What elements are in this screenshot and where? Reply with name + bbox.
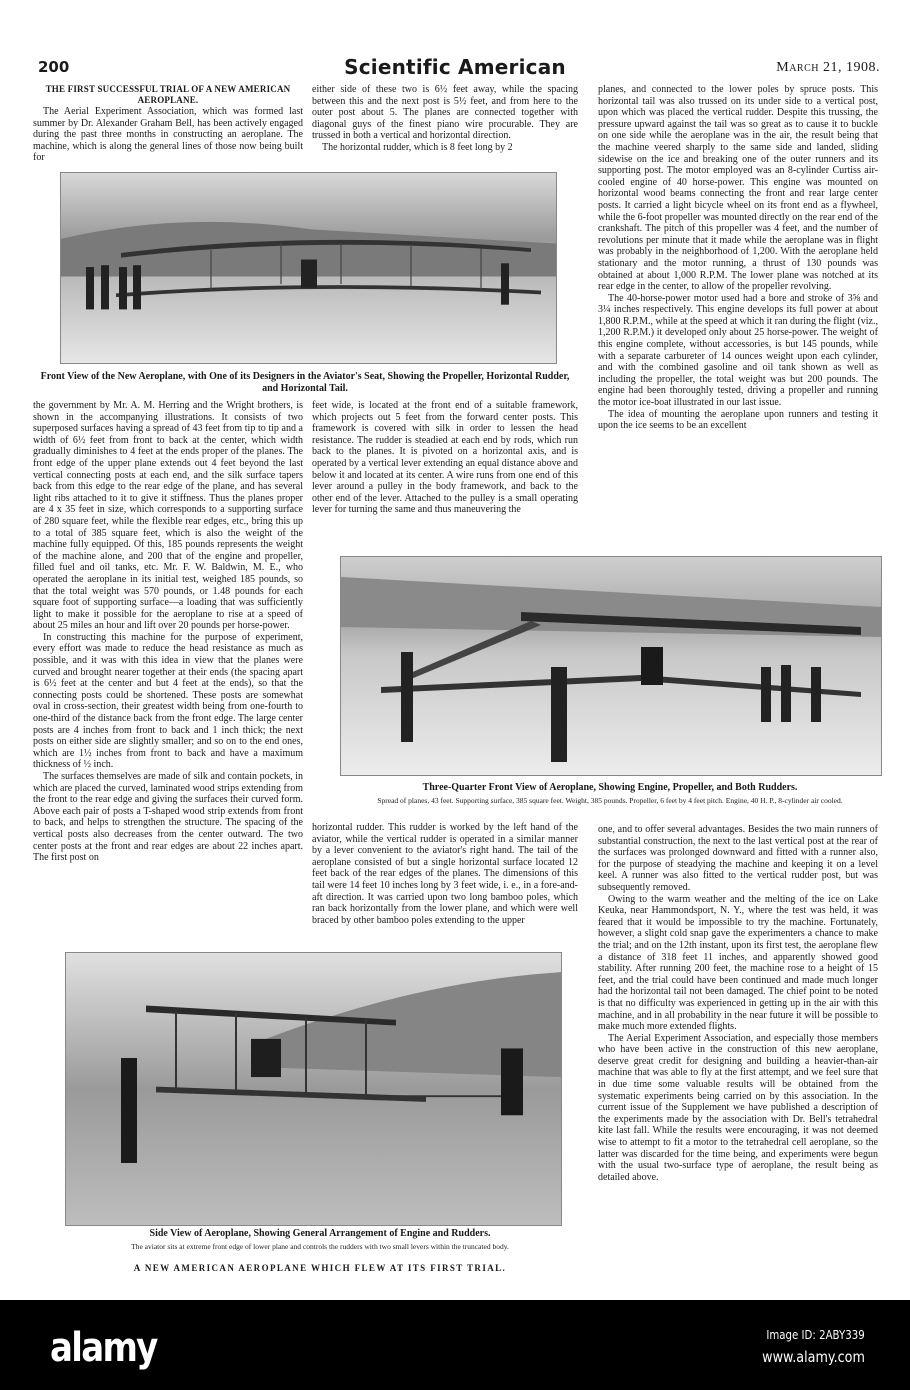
image-id: Image ID: 2ABY339: [766, 1328, 865, 1342]
caption-title: Front View of the New Aeroplane, with One of its Designers in the Aviator's Seat, Showing the Propeller, Horizontal Rudder, and Horizontal Tail.: [40, 371, 570, 394]
paragraph: horizontal rudder. This rudder is worked by the left hand of the aviator, while the vertical rudder is operated in a similar manner by a lever convenient to the aviator's right hand. The tail of the aeroplane consisted of but a single horizontal surface located 12 feet back of the rear edges of the planes. The dimensions of this tail were 14 feet 10 inches long by 3 feet wide, i. e., in a fore-and-aft direction. It was carried upon two long bamboo poles, which ran back horizontally from the lower plane, and which were well braced by other bamboo poles extending to the upper: [312, 822, 578, 926]
caption-front-view: [40, 371, 570, 395]
column-2-bottom: [312, 822, 578, 926]
column-3-top: [598, 84, 878, 432]
paragraph: feet wide, is located at the front end of a suitable framework, which projects out 5 feet from the forward center posts. This framework is covered with silk in order to lessen the head resistance. The rudder is steadied at each end by rods, which run back to the planes. It is pivoted on a horizontal axis, and is operated by a vertical lever extending an equal distance above and below it and located at its center. A wire runs from one end of this lever around a pulley in the body framework, and back to the other end of the lever. Attached to the pulley is a small operating lever for turning the same and thus maneuvering the: [312, 400, 578, 516]
column-1-top: [33, 84, 303, 164]
column-2-body: [312, 400, 578, 516]
website-link: www.alamy.com: [762, 1348, 865, 1366]
watermark-bar: [0, 1300, 910, 1390]
issue-date: March 21, 1908.: [776, 60, 880, 75]
paragraph: Owing to the warm weather and the melting of the ice on Lake Keuka, near Hammondsport, N. Y., where the test was held, it was feared that it would be impossible to try the machine. Fortunately, however, a slight cold snap gave the experimenters a chance to make the trial; and on the 12th instant, upon its first test, the aeroplane flew a distance of 318 feet 11 inches, and apparently showed good stability. After running 200 feet, the machine rose to a height of 15 feet, and the trial could have been continued and made much longer had the horizontal tail not been damaged. The chief point to be noted is that no difficulty was experienced in getting up in the air with this machine, and in all probability in the near future it will be possible to make much more extended flights.: [598, 893, 878, 1033]
column-3-bottom: [598, 824, 878, 1183]
caption-subtitle: Spread of planes, 43 feet. Supporting surface, 385 square feet. Weight, 385 pounds. Propeller, 6 feet by 4 feet pitch. Engine, 40 H. P., 8-cylinder air cooled.: [377, 796, 843, 805]
paragraph: planes, and connected to the lower poles by spruce posts. This horizontal tail was also trussed on its under side to a vertical post, upon which was placed the vertical rudder. Despite this trussing, the pressure upward against the tail was so great as to cause it to buckle on one side while the aeroplane was in the air, the result being that the machine veered sharply to the same side and landed, sliding sidewise on the ice and breaking one of the outer runners and its supporting post. The motor employed was an 8-cylinder Curtiss air-cooled engine of 40 horse-power. This engine was mounted on horizontal wood beams connecting the front and rear large center posts. It carried a light bicycle wheel on its front end as a flywheel, while the 6-foot propeller was mounted directly on the rear end of the crankshaft. The pitch of this propeller was 4 feet, and the number of revolutions per minute that it made while the aeroplane was in flight was probably in the neighborhood of 1,200. With the aeroplane held stationary and the motor running, a thrust of 130 pounds was obtained at about 1,000 R.P.M. The lower plane was notched at its rear edge in the center, to allow of the propeller revolving.: [598, 84, 878, 293]
publication-title: Scientific American: [344, 55, 566, 79]
alamy-logo: alamy: [50, 1325, 157, 1371]
column-2-top: [312, 84, 578, 154]
paragraph: one, and to offer several advantages. Besides the two main runners of substantial construction, the next to the last vertical post at the rear of the surfaces was prolonged downward and fitted with a runner also, for the purpose of steadying the machine and keeping it on a level keel. A runner was also fitted to the vertical rudder post, but was subsequently removed.: [598, 824, 878, 893]
caption-title: Side View of Aeroplane, Showing General Arrangement of Engine and Rudders.: [149, 1228, 491, 1239]
photo-side-view: [65, 952, 562, 1226]
photo-three-quarter-view: [340, 556, 882, 776]
paragraph: The Aerial Experiment Association, and especially those members who have been active in the construction of this new aeroplane, deserve great credit for designing and building a heavier-than-air machine that was able to fly at the first attempt, and we feel sure that in due time some valuable results will be obtained from the systematic experiments being carried on by this association. In the current issue of the Supplement we have published a description of the experiments made by the association with Dr. Bell's tetrahedral kite last fall. While the results were encouraging, it was not deemed wise to attempt to fit a motor to the tetrahedral cell aeroplane, so the latter was discarded for the time being, and experiments were begun with the usual two-surface type of aeroplane, the result being as detailed above.: [598, 1032, 878, 1183]
paragraph: The Aerial Experiment Association, which was formed last summer by Dr. Alexander Graham Bell, has been actively engaged during the past three months in constructing an aeroplane. The machine, which is along the general lines of those now being built for: [33, 106, 303, 164]
page-banner: A NEW AMERICAN AEROPLANE WHICH FLEW AT ITS FIRST TRIAL.: [133, 1263, 507, 1273]
paragraph: In constructing this machine for the purpose of experiment, every effort was made to reduce the head resistance as much as possible, and it was with this idea in view that the planes were curved and brought nearer together at their ends (the spacing apart is 6½ feet at the center and but 4 feet at the ends), so that the connecting posts could be shortened. These posts are somewhat oval in cross-section, their greatest width being from one-fourth to one-third of the distance back from the front edge. The large center posts are 4 inches from front to back and 1 inch thick; the next posts on either side are slightly smaller; and so on to the end ones, which are 1½ inches from front to back and have a maximum thickness of ½ inch.: [33, 631, 303, 771]
column-1-body: [33, 400, 303, 864]
caption-subtitle: The aviator sits at extreme front edge of lower plane and controls the rudders with two small levers within the truncated body.: [131, 1242, 509, 1251]
paragraph: the government by Mr. A. M. Herring and the Wright brothers, is shown in the accompanying illustrations. It consists of two superposed surfaces having a spread of 43 feet from tip to tip and a width of 6½ feet from front to back at the center, which width gradually diminishes to 4 feet at the ends proper of the planes. The front edge of the upper plane extends out 4 feet beyond the last vertical connecting posts at each end, and the silk surface tapers back from this edge to the rear edge of the plane, and has several light ribs attached to it to give it stiffness. Thus the planes proper are 4 x 35 feet in size, which corresponds to a supporting surface of 280 square feet, while the flexible rear edges, etc., bring this up to a total of 385 square feet, which is also the weight of the machine fully equipped. Of this, 185 pounds represents the weight of the machine alone, and 200 that of the engine and propeller, filled fuel and oil tanks, etc. Mr. F. W. Baldwin, M. E., who operated the aeroplane in its initial test, weighed 185 pounds, so that the total weight was 570 pounds, or 1.48 pounds for each square foot of supporting surface—a loading that was sufficiently light to make it possible for the aeroplane to rise at a speed of about 25 miles an hour and lift over 20 pounds per horse-power.: [33, 400, 303, 632]
paragraph: The surfaces themselves are made of silk and contain pockets, in which are placed the curved, laminated wood strips extending from the front to the rear edge and giving the surfaces their curved form. Above each pair of posts a T-shaped wood strip extends from front to back, and helps to strengthen the structure. The spacing of the vertical posts also decreases from the center outward. The two center posts at the front and rear edges are about 22 inches apart. The first post on: [33, 771, 303, 864]
caption-title: Three-Quarter Front View of Aeroplane, Showing Engine, Propeller, and Both Rudders.: [422, 782, 798, 793]
paragraph: The horizontal rudder, which is 8 feet long by 2: [322, 141, 513, 153]
caption-three-quarter-view: [330, 782, 890, 805]
photo-front-view: [60, 172, 557, 364]
article-title: THE FIRST SUCCESSFUL TRIAL OF A NEW AMERICAN AEROPLANE.: [45, 84, 291, 105]
caption-side-view: [40, 1228, 600, 1251]
paragraph: The 40-horse-power motor used had a bore and stroke of 3⅝ and 3¼ inches respectively. This engine develops its full power at about 1,800 R.P.M., while at the speed at which it ran during the flight (viz., 1,200 R.P.M.) it developed only about 25 horse-power. The weight of this engine complete, without accessories, is but 145 pounds, while with a separate carbureter of 14 ounces weight upon each cylinder, and with the combined gasoline and oil tank shown as well as including the propeller, the total weight was but 200 pounds. The engine had been thoroughly tested, driving a propeller and running the motor ice-boat illustrated in our last issue.: [598, 292, 878, 409]
page-number: 200: [38, 58, 70, 76]
paragraph: either side of these two is 6½ feet away, while the spacing between this and the next post is 5½ feet, and from here to the outer post about 5. The planes are connected together with diagonal guys of the finest piano wire procurable. They are trussed in both a vertical and horizontal direction.: [312, 84, 578, 142]
paragraph: The idea of mounting the aeroplane upon runners and testing it upon the ice seems to be an excellent: [598, 408, 878, 432]
